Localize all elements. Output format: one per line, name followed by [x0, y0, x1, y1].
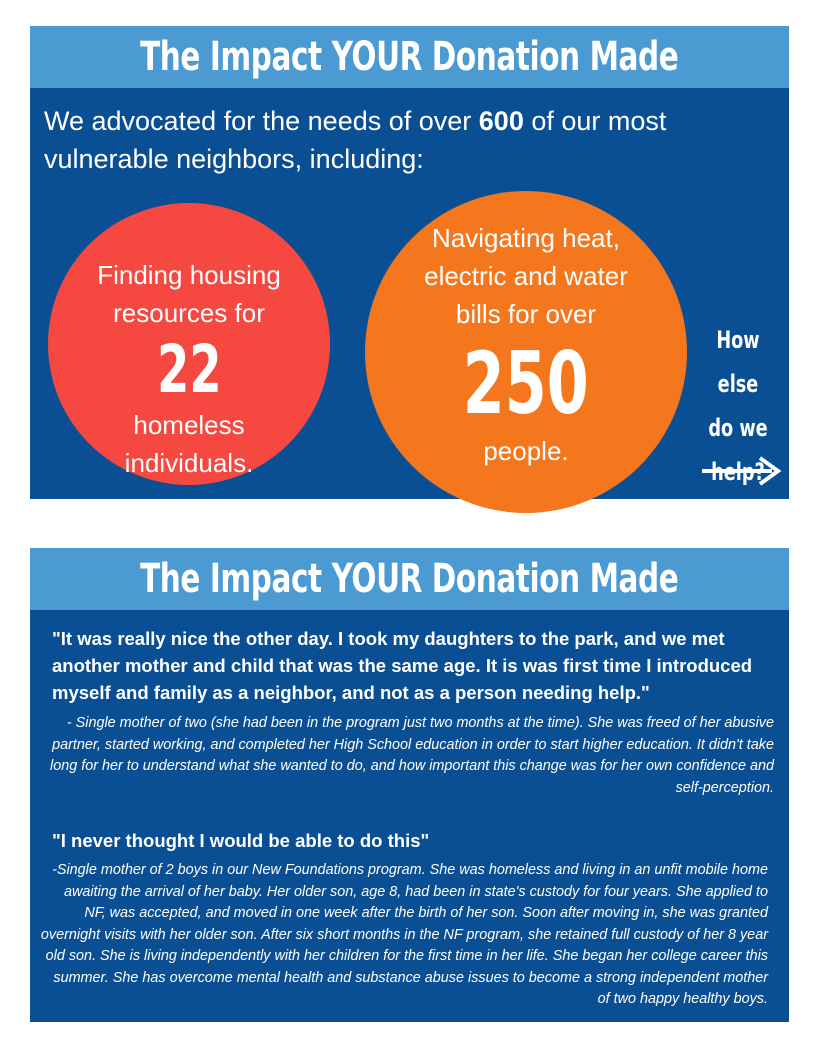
housing-line-3: homeless — [133, 410, 245, 440]
side-question-line-3: help? — [711, 458, 765, 486]
panel-title: The Impact YOUR Donation Made — [140, 556, 679, 602]
side-question-line-1: How else — [716, 326, 760, 398]
utility-line-2: electric and water — [424, 261, 628, 291]
testimonial-attribution-2: -Single mother of 2 boys in our New Foundations program. She was homeless and living in an unfit mobile home awaiting the arrival of her baby. Her older son, age 8, had been in state's custody for four years. She applied to NF, was accepted, and moved in one week after the birth of her son. Soon after moving in, she was granted overnight visits with her older son. After six short months in the NF program, she retained full custody of her 8 year old son. She is living independently with her children for the first time in her life. She began her college career this summer. She has overcome mental health and substance abuse issues to become a strong independent mother of two happy healthy boys. — [40, 862, 768, 1007]
panel-title-banner — [30, 26, 789, 88]
impact-panel-stories — [30, 548, 789, 1022]
housing-line-4: individuals. — [124, 448, 254, 478]
utility-line-1: Navigating heat, — [432, 223, 620, 253]
testimonial-quote-2: "I never thought I would be able to do this" — [52, 830, 430, 851]
panel-title: The Impact YOUR Donation Made — [140, 34, 679, 80]
side-question-line-2: do we — [708, 414, 768, 442]
housing-stat-circle — [48, 203, 330, 485]
panel-title-banner — [30, 548, 789, 610]
intro-suffix: of our most vulnerable neighbors, including: — [44, 106, 667, 174]
impact-panel-stats — [30, 26, 789, 499]
intro-prefix: We advocated for the needs of over — [44, 106, 479, 136]
housing-line-2: resources for — [113, 298, 265, 328]
intro-text — [44, 102, 764, 178]
utility-stat-circle — [365, 191, 687, 513]
housing-number: 22 — [156, 331, 222, 408]
housing-line-1: Finding housing — [97, 260, 281, 290]
utility-line-3: bills for over — [455, 299, 597, 329]
testimonial-quote-1: "It was really nice the other day. I took my daughters to the park, and we met another mother and child that was the same age. It is was first time I introduced myself and family as a neighbor, and not as a person needing help." — [52, 628, 753, 703]
intro-number: 600 — [478, 106, 524, 136]
right-arrow-icon — [702, 454, 782, 488]
utility-number: 250 — [463, 334, 589, 434]
testimonial-attribution-1: - Single mother of two (she had been in the program just two months at the time). She was freed of her abusive partner, started working, and completed her High School education in order to start higher education. It didn't take long for her to understand what she wanted to do, and how important this change was for her own confidence and self-perception. — [50, 715, 774, 796]
utility-line-4: people. — [483, 436, 569, 466]
